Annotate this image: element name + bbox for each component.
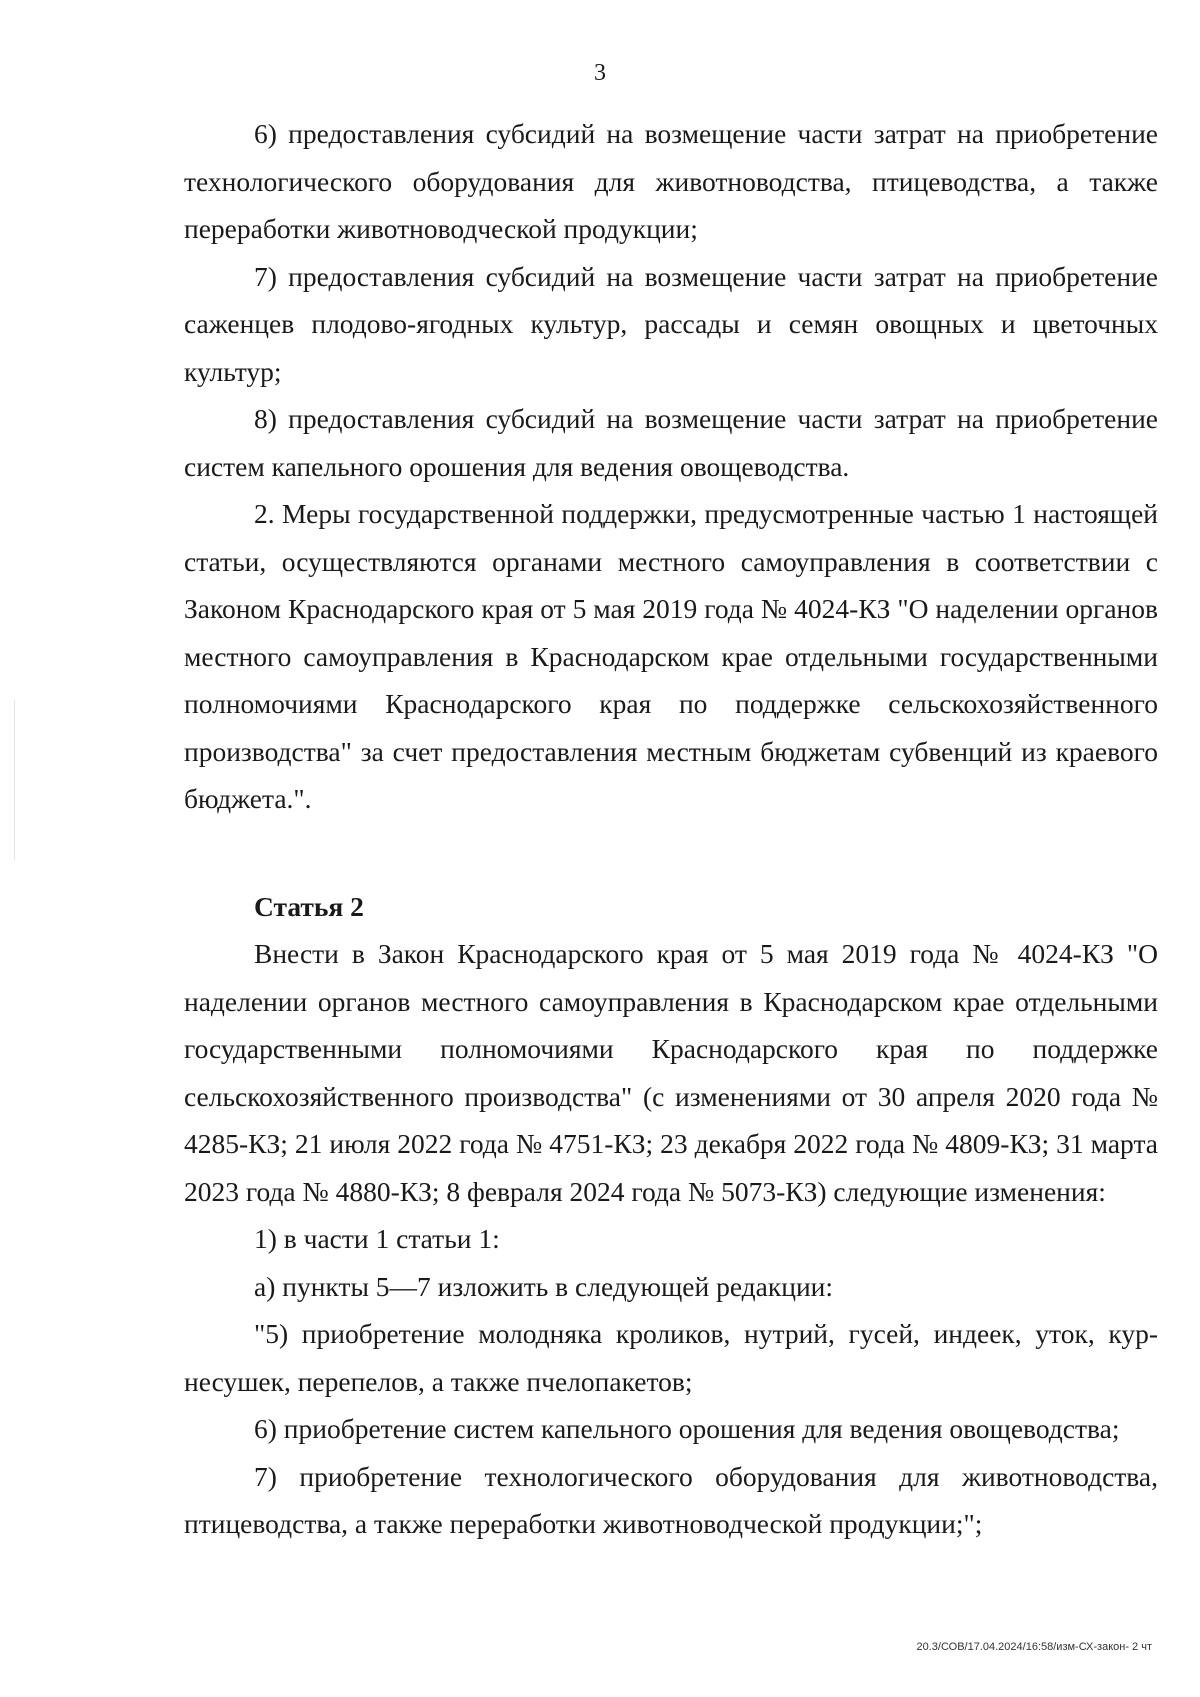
paragraph-item-6: 6) предоставления субсидий на возмещение части затрат на приобретение технологического оборудования для животноводства, птицеводства, а также переработки животноводческой продукции; <box>184 118 1158 244</box>
paragraph-amendment-intro: Внести в Закон Краснодарского края от 5 мая 2019 года № 4024-КЗ "О наделении органов местного самоуправления в Краснодарском крае отдельными государственными полномочиями Краснодарского края по поддержке сельскохозяйственного производства" (с изменениями от 30 апреля 2020 года № 4285-КЗ; 21 июля 2022 года № 4751-КЗ; 23 декабря 2022 года № 4809-КЗ; 31 марта 2023 года № 4880-КЗ; 8 февраля 2024 года № 5073-КЗ) следующие изменения: <box>184 938 1158 1207</box>
paragraph-amendment-a: а) пункты 5—7 изложить в следующей редакции: <box>254 1270 834 1302</box>
document-body <box>184 110 1158 1548</box>
paragraph-part-2: 2. Меры государственной поддержки, предусмотренные частью 1 настоящей статьи, осуществляются органами местного самоуправления в соответствии с Законом Краснодарского края от 5 мая 2019 года № 4024-КЗ "О наделении органов местного самоуправления в Краснодарском крае отдельными государственными полномочиями Краснодарского края по поддержке сельскохозяйственного производства" за счет предоставления местным бюджетам субвенций из краевого бюджета.". <box>184 498 1158 814</box>
paragraph-new-item-5: "5) приобретение молодняка кроликов, нутрий, гусей, индеек, уток, кур-несушек, перепелов, а также пчелопакетов; <box>184 1318 1158 1397</box>
scan-artifact-line <box>14 700 15 860</box>
article-heading: Статья 2 <box>254 890 364 922</box>
paragraph-amendment-1: 1) в части 1 статьи 1: <box>254 1223 500 1254</box>
paragraph-new-item-6: 6) приобретение систем капельного орошения для ведения овощеводства; <box>254 1413 1120 1444</box>
paragraph-item-8: 8) предоставления субсидий на возмещение части затрат на приобретение систем капельного орошения для ведения овощеводства. <box>184 403 1158 482</box>
paragraph-item-7: 7) предоставления субсидий на возмещение части затрат на приобретение саженцев плодово-ягодных культур, рассады и семян овощных и цветочных культур; <box>184 260 1158 387</box>
page-number: 3 <box>594 60 606 86</box>
footer-document-code: 20.3/СОВ/17.04.2024/16:58/изм-СХ-закон- 2 чт <box>916 1641 1152 1653</box>
paragraph-new-item-7: 7) приобретение технологического оборудования для животноводства, птицеводства, а также переработки животноводческой продукции;"; <box>184 1460 1158 1539</box>
